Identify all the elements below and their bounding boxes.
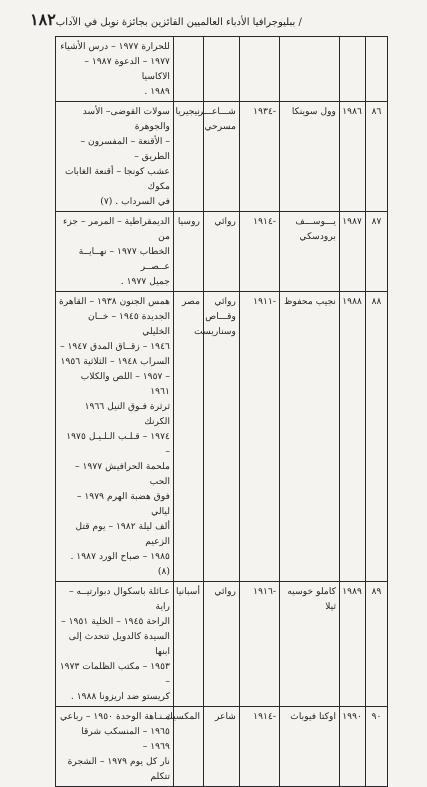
entry-number-cell: ٨٨ [366, 292, 388, 582]
works-list-cell [56, 37, 174, 102]
table-row [56, 292, 388, 582]
works-list-line: عشب كونجا – أقنعة الغابات مكوك [64, 166, 170, 192]
works-list-line: ١٩٧٧ – الدعوة ١٩٨٧ – الاكاسيا [84, 56, 170, 82]
works-list-line: في السرداب . (٧) [100, 196, 170, 207]
birth-year-cell: -١٩١١ [240, 292, 280, 582]
literary-genre-line: روائي [214, 216, 236, 227]
literary-genre-line: مسرحي [204, 121, 236, 132]
entry-number-cell: ٨٩ [366, 582, 388, 707]
birth-year-cell [240, 37, 280, 102]
country-cell: أسبانيا [174, 582, 204, 707]
author-name-line: يـــوســـف [295, 216, 336, 227]
author-name-line: ثيلا [325, 601, 336, 612]
works-list-line: مـنـاهة الوحدة ١٩٥٠ – رباعي [59, 711, 170, 722]
entry-number-cell: ٨٦ [366, 102, 388, 212]
works-list-line: للحرارة ١٩٧٧ – درس الأشياء [60, 41, 170, 52]
works-list-line: – ١٩٥٧ – اللص والكلاب ١٩٦١ [80, 371, 170, 397]
works-list-line: همس الجنون ١٩٣٨ – القاهرة [59, 296, 170, 307]
country-cell: المكسيك [174, 707, 204, 787]
works-list-cell [56, 292, 174, 582]
works-list-line: الخطاب ١٩٧٧ – نهــايــة عــصــر [78, 246, 170, 272]
literary-genre-line: روائي [214, 296, 236, 307]
works-list-cell [56, 582, 174, 707]
works-list-line: ١٩٨٩ . [144, 86, 170, 97]
works-list-line: الديمقراطية – المرمر – جزء من [63, 216, 170, 242]
birth-year-cell: -١٩٣٤ [240, 102, 280, 212]
works-list-line: ١٩٧٤ – قـلـب الـلـيـل ١٩٧٥ – [66, 431, 170, 457]
entry-number-cell: ٨٧ [366, 212, 388, 292]
author-name-cell: نجيب محفوظ [280, 292, 340, 582]
literary-genre-cell [204, 707, 240, 787]
laureates-table [55, 36, 388, 787]
works-list-line: ألف ليلة ١٩٨٢ – يوم قتل الزعيم [75, 521, 170, 547]
works-list-line: الجديدة ١٩٤٥ – خــان الخليلي [87, 311, 170, 337]
works-list-line: السيدة كالدويل تتحدث إلى ابنها [68, 631, 170, 657]
literary-genre-line: شاعر [214, 711, 236, 722]
literary-genre-cell [204, 212, 240, 292]
country-cell [174, 37, 204, 102]
author-name-cell [280, 212, 340, 292]
literary-genre-line: وقـــاص [205, 311, 236, 322]
country-cell: مصر [174, 292, 204, 582]
award-year-cell: ١٩٨٨ [340, 292, 366, 582]
literary-genre-cell [194, 292, 240, 582]
award-year-cell [340, 37, 366, 102]
author-name-cell [280, 582, 340, 707]
works-list-line: ١٩٨٥ – صباح الورد ١٩٨٧ . (٨) [70, 551, 170, 577]
table-row [56, 707, 388, 787]
birth-year-cell: -١٩١٦ [240, 582, 280, 707]
entry-number-cell [366, 37, 388, 102]
works-list-line: سولات القوضى– الأسد والجوهرة [82, 106, 170, 132]
author-name-cell: اوكتا فيوباث [280, 707, 340, 787]
literary-genre-line: شـــاعـــر [198, 106, 236, 117]
works-list-cell [56, 707, 174, 787]
works-list-line: جميل ١٩٧٧ . [120, 276, 170, 287]
birth-year-cell: -١٩١٤ [240, 707, 280, 787]
entry-number-cell: ٩٠ [366, 707, 388, 787]
works-list-line: ١٩٤٦ – زقــاق المدق ١٩٤٧ – [59, 341, 170, 352]
works-list-line: الراحة ١٩٤٥ – الخلية ١٩٥١ – [61, 616, 170, 627]
works-list-line: نار كل يوم ١٩٧٩ – الشجرة تتكلم [67, 756, 170, 782]
award-year-cell: ١٩٩٠ [340, 707, 366, 787]
table-row [56, 37, 388, 102]
works-list-line: ملحمة الحرافيش ١٩٧٧ – الحب [74, 461, 170, 487]
page-header [24, 10, 403, 30]
works-list-line: ١٩٦٥ – المنسكب شرقا ١٩٦٩ – [81, 726, 170, 752]
country-cell: نيجيريا [174, 102, 204, 212]
literary-genre-cell [204, 37, 240, 102]
country-cell: روسيا [174, 212, 204, 292]
works-list-cell [56, 102, 174, 212]
table-row [56, 212, 388, 292]
author-name-cell [280, 37, 340, 102]
table-row [56, 102, 388, 212]
award-year-cell: ١٩٨٦ [340, 102, 366, 212]
author-name-line: كاملو خوسيه [287, 586, 336, 597]
table-row [56, 582, 388, 707]
works-list-line: ١٩٥٣ – مكتب الظلمات ١٩٧٣ – [59, 661, 170, 687]
bibliography-table-container [56, 36, 388, 782]
works-list-cell [56, 212, 174, 292]
works-list-line: – الأقنعة – المفسرون – الطريق – [80, 136, 170, 162]
author-name-line: برودسكي [299, 231, 336, 242]
works-list-line: ثرثرة فـوق النيل ١٩٦٦ الكرنك [84, 401, 170, 427]
birth-year-cell: -١٩١٤ [240, 212, 280, 292]
works-list-line: فوق هضبة الهرم ١٩٧٩ – ليالي [76, 491, 170, 517]
literary-genre-cell [204, 582, 240, 707]
running-title: / ببليوجرافيا الأدباء العالميين الفائزين بجائزة نوبل في الآداب [55, 17, 302, 28]
page-number: ١٨٢ [30, 10, 56, 29]
works-list-line: عـائلة باسكوال دبوارتيــه – راية [69, 586, 170, 612]
literary-genre-line: روائي [214, 586, 236, 597]
literary-genre-cell [198, 102, 240, 212]
literary-genre-line: وسناريست [194, 326, 236, 337]
works-list-line: كريستو ضد اريزونا ١٩٨٨ . [70, 691, 170, 702]
award-year-cell: ١٩٨٩ [340, 582, 366, 707]
award-year-cell: ١٩٨٧ [340, 212, 366, 292]
author-name-cell: وول سوينكا [280, 102, 340, 212]
works-list-line: السراب ١٩٤٨ – الثلاثية ١٩٥٦ [60, 356, 170, 367]
